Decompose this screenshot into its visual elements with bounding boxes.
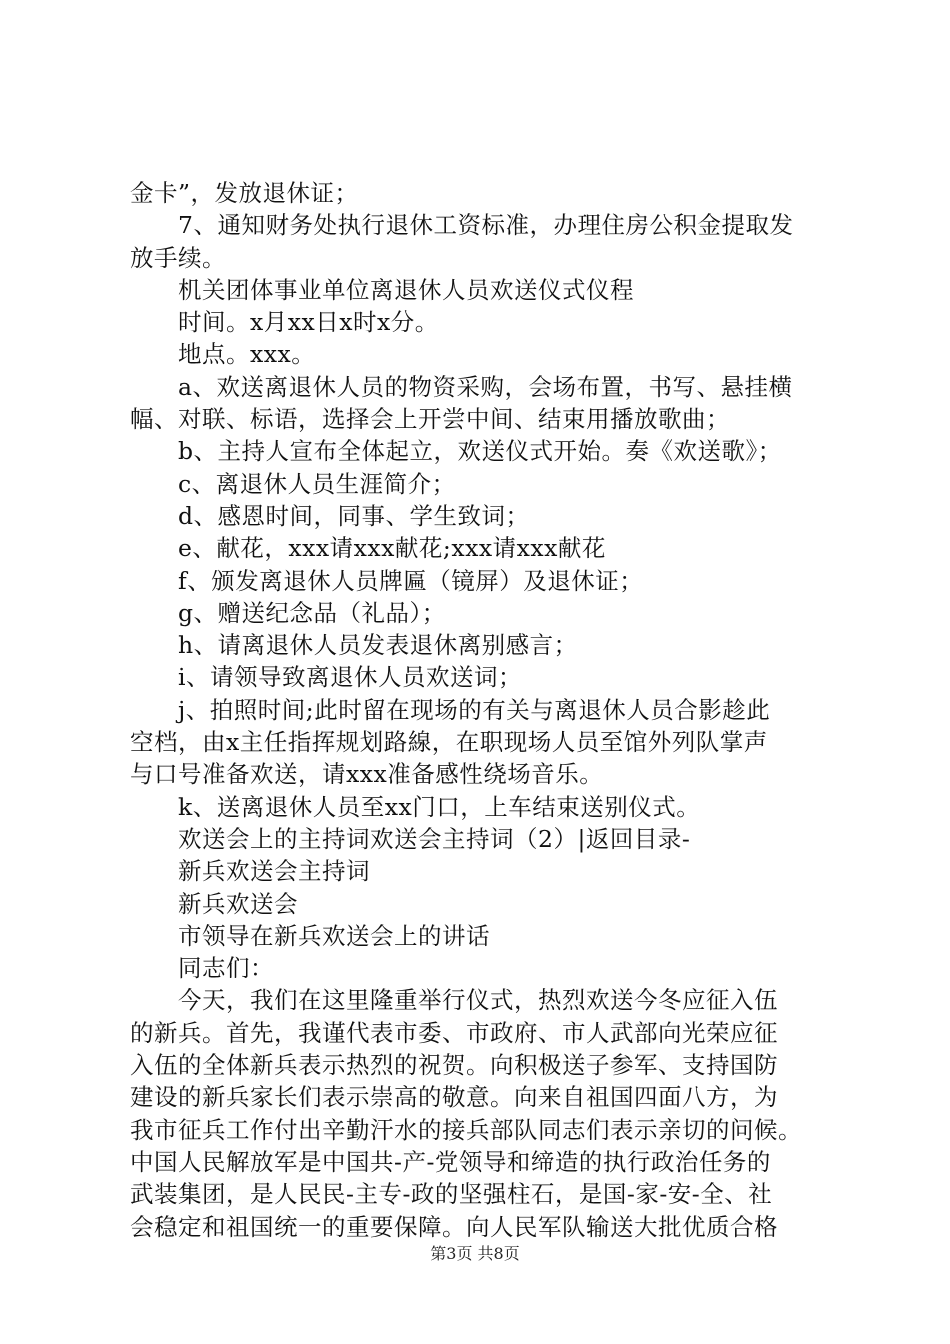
text-line: e、献花，xxx请xxx献花;xxx请xxx献花 [178, 534, 606, 563]
text-line: 建设的新兵家长们表示崇高的敬意。向来自祖国四面八方，为 [130, 1083, 778, 1112]
text-line: 新兵欢送会 [178, 889, 298, 918]
document-body [130, 177, 830, 1243]
text-line: 武装集团，是人民民-主专-政的坚强柱石，是国-家-安-全、社 [130, 1180, 773, 1209]
text-line: 幅、对联、标语，选择会上开尝中间、结束用播放歌曲； [130, 405, 730, 434]
text-line: i、请领导致离退休人员欢送词； [178, 663, 523, 692]
text-line: f、颁发离退休人员牌匾（镜屏）及退休证； [178, 566, 644, 595]
text-line: g、赠送纪念品（礼品）； [178, 598, 446, 627]
text-line: 市领导在新兵欢送会上的讲话 [178, 921, 490, 950]
text-line: 金卡”，发放退休证； [130, 179, 359, 207]
text-line: c、离退休人员生涯简介； [178, 469, 456, 498]
text-line: 空档，由x主任指挥规划路線，在职现场人员至馆外列队掌声 [130, 728, 768, 757]
text-line: 放手续。 [130, 243, 226, 272]
text-line: j、拍照时间;此时留在现场的有关与离退休人员合影趁此 [178, 695, 771, 724]
text-line: a、欢送离退休人员的物资采购，会场布置，书写、悬挂横 [178, 372, 793, 401]
text-line: k、送离退休人员至xx门口，上车结束送别仪式。 [178, 792, 701, 821]
text-line: 今天，我们在这里隆重举行仪式，热烈欢送今冬应征入伍 [178, 986, 778, 1015]
text-line: 与口号准备欢送，请xxx准备感性绕场音乐。 [130, 760, 604, 789]
text-line: b、主持人宣布全体起立，欢送仪式开始。奏《欢送歌》； [178, 437, 782, 466]
text-line: 入伍的全体新兵表示热烈的祝贺。向积极送子参军、支持国防 [130, 1051, 778, 1080]
text-line: h、请离退休人员发表退休离别感言； [178, 631, 578, 660]
page-footer: 第3页 共8页 [430, 1244, 520, 1263]
text-line: 地点。xxx。 [178, 340, 316, 369]
text-line: 我市征兵工作付出辛勤汗水的接兵部队同志们表示亲切的问候。 [130, 1115, 802, 1144]
text-line: d、感恩时间，同事、学生致词； [178, 501, 530, 530]
text-line: 会稳定和祖国统一的重要保障。向人民军队输送大批优质合格 [130, 1212, 778, 1241]
text-line: 新兵欢送会主持词 [178, 857, 370, 886]
text-line: 中国人民解放军是中国共-产-党领导和缔造的执行政治任务的 [130, 1147, 771, 1176]
text-line: 时间。x月xx日x时x分。 [178, 308, 439, 337]
text-line: 的新兵。首先，我谨代表市委、市政府、市人武部向光荣应征 [130, 1018, 778, 1047]
text-line: 机关团体事业单位离退休人员欢送仪式仪程 [178, 275, 634, 304]
text-line: 同志们： [178, 954, 274, 983]
text-line: 欢送会上的主持词欢送会主持词（2）|返回目录- [178, 824, 691, 853]
text-line: 7、通知财务处执行退休工资标准，办理住房公积金提取发 [178, 211, 794, 240]
